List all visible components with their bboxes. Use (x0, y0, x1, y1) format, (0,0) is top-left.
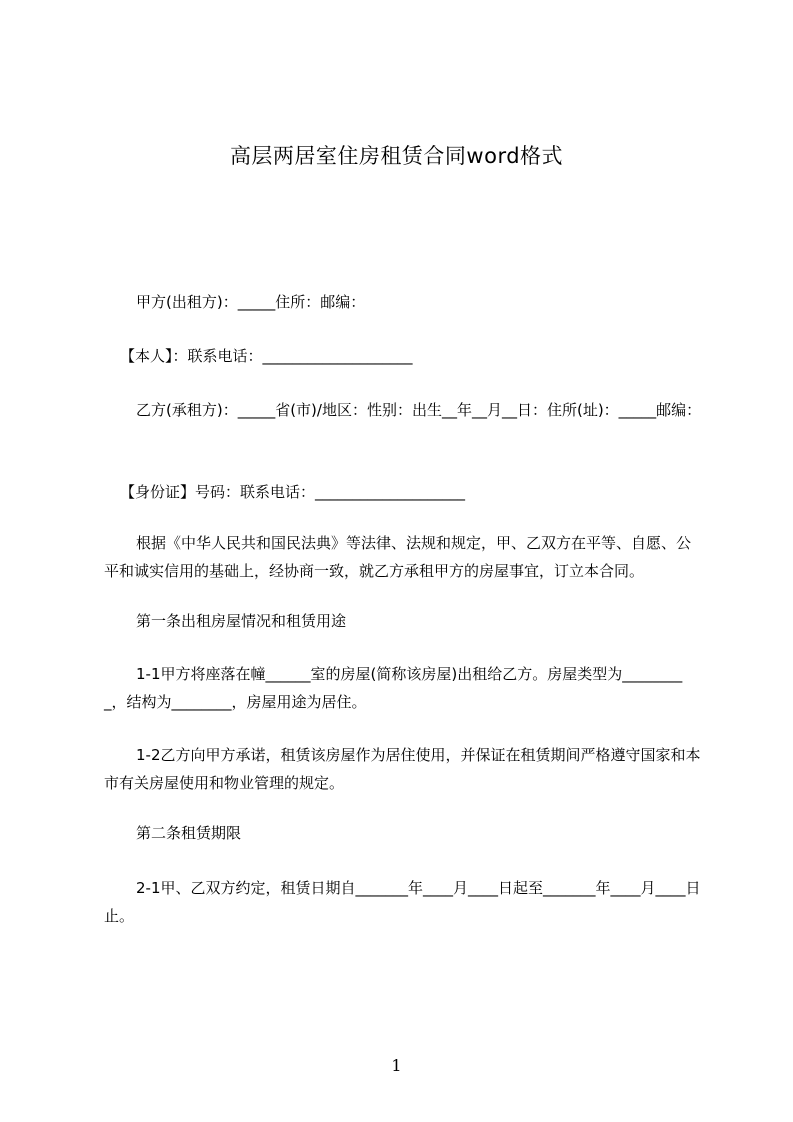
article-1-heading: 第一条出租房屋情况和租赁用途 (136, 612, 347, 630)
page-number: 1 (391, 1056, 402, 1075)
clause-1-2: 1-2乙方向甲方承诺，租赁该房屋作为居住使用，并保证在租赁期间严格遵守国家和本市有关房屋使用和物业管理的规定。 (104, 746, 701, 792)
article-2-heading: 第二条租赁期限 (136, 824, 242, 842)
party-a-contact-line: 【本人】：联系电话：____________________ (120, 347, 413, 365)
document-title: 高层两居室住房租赁合同word格式 (229, 144, 564, 168)
party-a-line: 甲方(出租方)：_____住所：邮编： (136, 293, 366, 311)
preamble-paragraph: 根据《中华人民共和国民法典》等法律、法规和规定，甲、乙双方在平等、自愿、公平和诚实信用的基础上，经协商一致，就乙方承租甲方的房屋事宜，订立本合同。 (104, 534, 692, 580)
clause-2-1: 2-1甲、乙双方约定，租赁日期自_______年____月____日起至_______年____月____日止。 (104, 879, 701, 925)
clause-1-1: 1-1甲方将座落在幢______室的房屋(简称该房屋)出租给乙方。房屋类型为_________，结构为________，房屋用途为居住。 (104, 665, 683, 711)
party-b-line: 乙方(承租方)：_____省(市)/地区：性别：出生__年__月__日：住所(址)：_____邮编： (136, 401, 702, 419)
party-b-id-line: 【身份证】号码：联系电话：____________________ (120, 483, 466, 501)
